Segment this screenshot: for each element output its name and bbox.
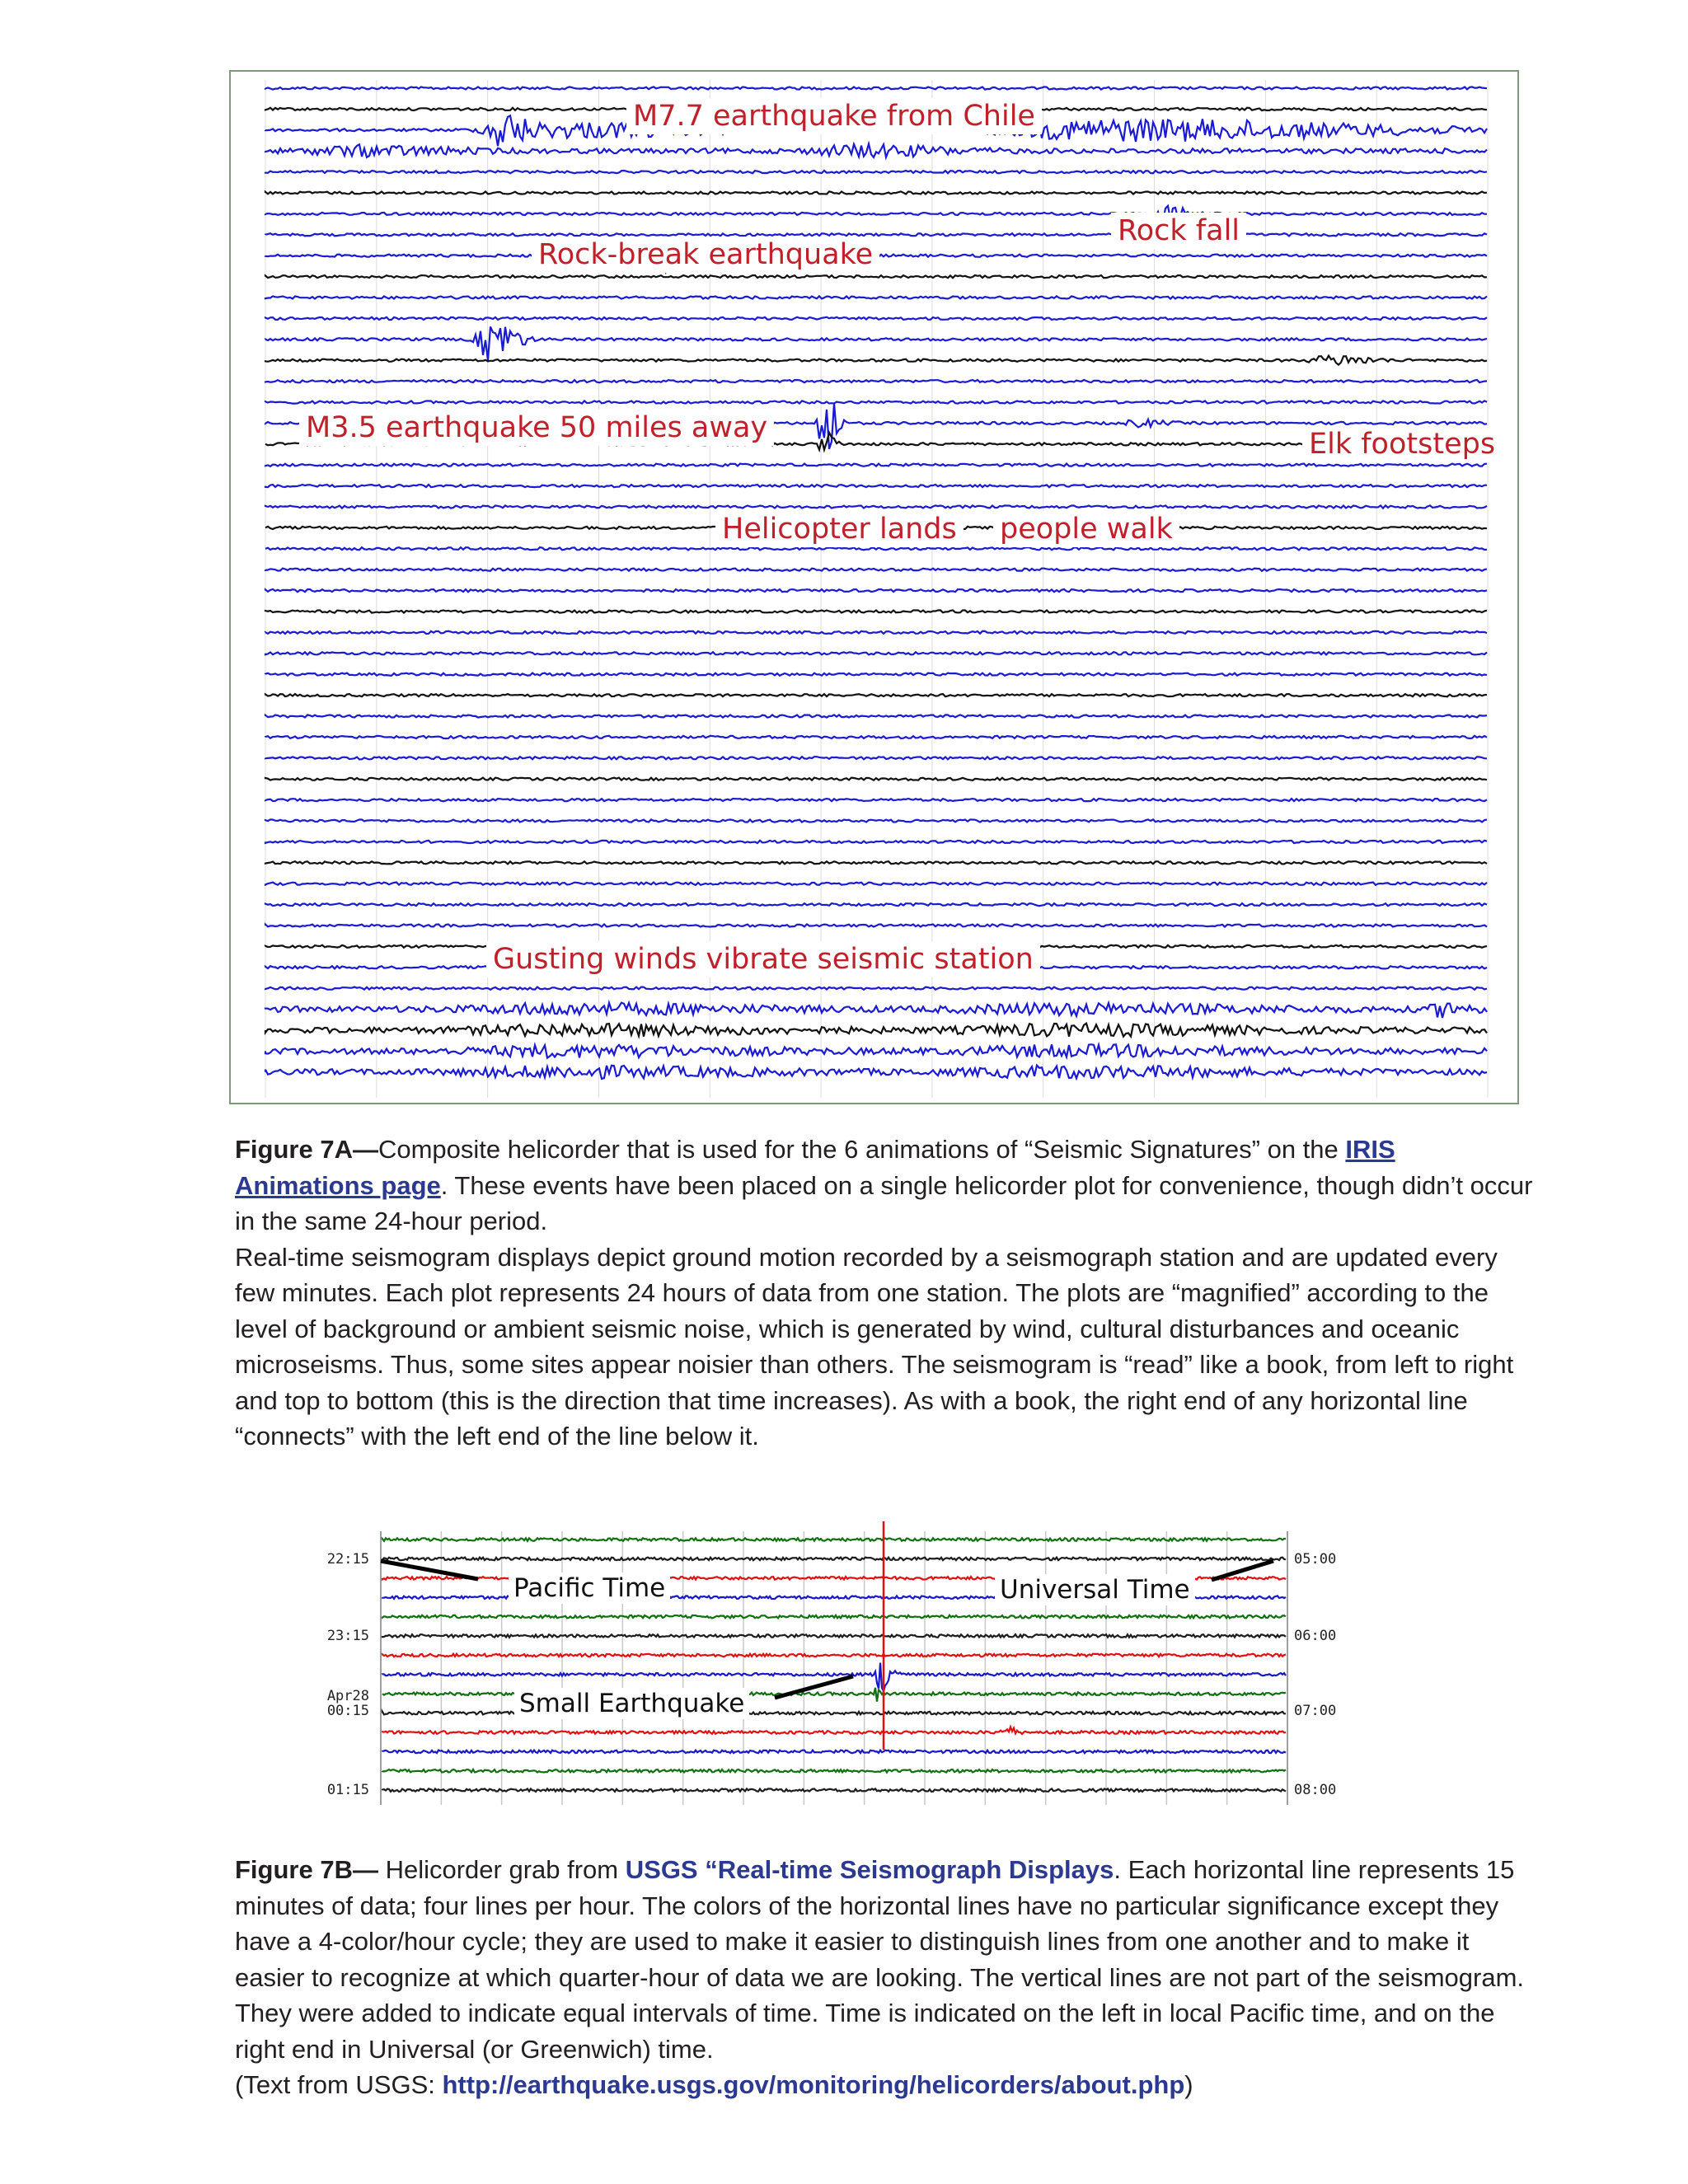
- seismogram-trace: [265, 903, 1487, 906]
- seismogram-trace: [265, 326, 1487, 360]
- seismogram-trace: [382, 1750, 1286, 1754]
- seismogram-trace: [382, 1538, 1286, 1541]
- label-chile-earthquake: M7.7 earthquake from Chile: [626, 98, 1042, 134]
- seismogram-trace: [265, 401, 1487, 403]
- left-time-label: 01:15: [326, 1782, 369, 1798]
- seismogram-trace: [382, 1654, 1286, 1657]
- seismogram-trace: [382, 1727, 1286, 1734]
- seismogram-trace: [265, 464, 1487, 466]
- seismogram-trace: [265, 987, 1487, 990]
- seismogram-trace: [382, 1769, 1286, 1773]
- helicorder-figure-7a: [229, 70, 1519, 1104]
- seismogram-trace: [382, 1788, 1286, 1792]
- seismogram-trace: [265, 1003, 1487, 1018]
- seismogram-trace: [265, 715, 1487, 717]
- seismogram-trace: [382, 1558, 1286, 1561]
- seismogram-trace: [265, 317, 1487, 320]
- label-rock-fall: Rock fall: [1111, 213, 1246, 249]
- seismogram-trace: [265, 505, 1487, 508]
- seismogram-trace: [265, 356, 1487, 365]
- caption-7a-text-2: . These events have been placed on a single helicorder plot for convenience, though didn’t occur in the same 24-hour period.: [235, 1170, 1533, 1235]
- seismogram-trace: [265, 1024, 1487, 1037]
- seismogram-trace: [265, 589, 1487, 592]
- right-time-label: 07:00: [1294, 1703, 1337, 1719]
- usgs-source-link[interactable]: http://earthquake.usgs.gov/monitoring/helicorders/about.php: [442, 2070, 1185, 2099]
- seismogram-trace: [265, 799, 1487, 801]
- caption-figure-7a: [235, 1132, 1537, 1455]
- seismogram-trace: [265, 380, 1487, 382]
- seismogram-trace: [265, 191, 1487, 194]
- iris-animations-link[interactable]: IRIS Animations page: [235, 1135, 1395, 1200]
- seismogram-trace: [265, 485, 1487, 487]
- caption-figure-7b: [235, 1852, 1537, 2103]
- seismogram-trace: [382, 1615, 1286, 1619]
- caption-7b-text-1: Helicorder grab from: [377, 1855, 626, 1884]
- right-time-label: 08:00: [1294, 1782, 1337, 1798]
- seismogram-trace: [265, 673, 1487, 676]
- seismogram-trace: [265, 1044, 1487, 1057]
- seismogram-trace: [265, 275, 1487, 278]
- caption-7b-source-prefix: (Text from USGS:: [235, 2070, 443, 2099]
- left-time-label: 23:15: [326, 1628, 369, 1644]
- seismogram-trace: [265, 819, 1487, 822]
- label-people-walk: people walk: [993, 511, 1179, 547]
- seismogram-trace: [265, 569, 1487, 571]
- left-time-label: Apr28: [326, 1688, 369, 1704]
- label-m35-earthquake: M3.5 earthquake 50 miles away: [299, 410, 774, 446]
- label-gusting-winds: Gusting winds vibrate seismic station: [486, 941, 1040, 977]
- usgs-displays-link[interactable]: USGS “Real-time Seismograph Displays: [625, 1855, 1114, 1884]
- label-pacific-time: Pacific Time: [509, 1572, 670, 1604]
- right-time-label: 05:00: [1294, 1551, 1337, 1568]
- label-rock-break-earthquake: Rock-break earthquake: [532, 237, 879, 273]
- caption-7a-text-1: Composite helicorder that is used for the 6 animations of “Seismic Signatures” on the: [377, 1135, 1346, 1164]
- caption-7b-text-2: . Each horizontal line represents 15 minutes of data; four lines per hour. The colors of the horizontal lines have no particular significance except they have a 4-color/hour cycle; they are used to make it easier to distinguish lines from one another and to make it easier to recognize at which quarter-hour of data we are looking. The vertical lines are not part of the seismogram. They were added to indicate equal intervals of time. Time is indicated on the left in local Pacific time, and on the right end in Universal (or Greenwich) time.: [235, 1855, 1525, 2064]
- seismogram-trace: [265, 861, 1487, 864]
- seismogram-trace: [265, 757, 1487, 759]
- helicorder-7b-plot: [321, 1515, 1343, 1807]
- seismogram-trace: [265, 694, 1487, 696]
- right-time-label: 06:00: [1294, 1628, 1337, 1644]
- seismogram-trace: [382, 1663, 1286, 1691]
- label-small-earthquake: Small Earthquake: [514, 1688, 749, 1719]
- caption-7a-figure-label: Figure 7A—: [235, 1135, 378, 1164]
- seismogram-trace: [265, 778, 1487, 780]
- caption-7b-figure-label: Figure 7B—: [235, 1855, 378, 1884]
- seismogram-trace: [265, 206, 1487, 221]
- label-universal-time: Universal Time: [995, 1574, 1195, 1605]
- label-elk-footsteps: Elk footsteps: [1302, 426, 1502, 462]
- caption-7b-source-suffix: ): [1184, 2070, 1193, 2099]
- seismogram-trace: [265, 87, 1487, 89]
- seismogram-trace: [265, 1066, 1487, 1079]
- seismogram-trace: [265, 883, 1487, 885]
- seismogram-trace: [265, 296, 1487, 298]
- seismogram-trace: [265, 841, 1487, 843]
- left-time-label: 00:15: [326, 1703, 369, 1719]
- seismogram-trace: [265, 144, 1487, 157]
- seismogram-trace: [265, 736, 1487, 738]
- label-helicopter-lands: Helicopter lands: [715, 511, 964, 547]
- seismogram-trace: [265, 547, 1487, 550]
- seismogram-trace: [265, 924, 1487, 926]
- seismogram-trace: [382, 1634, 1286, 1638]
- seismogram-trace: [265, 631, 1487, 634]
- seismogram-trace: [265, 171, 1487, 173]
- seismogram-trace: [265, 233, 1487, 236]
- pointer-line: [1212, 1561, 1273, 1580]
- helicorder-figure-7b: [321, 1515, 1343, 1807]
- seismogram-trace: [265, 610, 1487, 612]
- seismogram-trace: [265, 652, 1487, 654]
- caption-7a-paragraph-2: Real-time seismogram displays depict ground motion recorded by a seismograph station and are updated every few minutes. Each plot represents 24 hours of data from one station. The plots are “magnified” according to the level of background or ambient seismic noise, which is generated by wind, cultural disturbances and oceanic microseisms. Thus, some sites appear noisier than others. The seismogram is “read” like a book, from left to right and top to bottom (this is the direction that time increases). As with a book, the right end of any horizontal line “connects” with the left end of the line below it.: [235, 1242, 1514, 1451]
- left-time-label: 22:15: [326, 1551, 369, 1568]
